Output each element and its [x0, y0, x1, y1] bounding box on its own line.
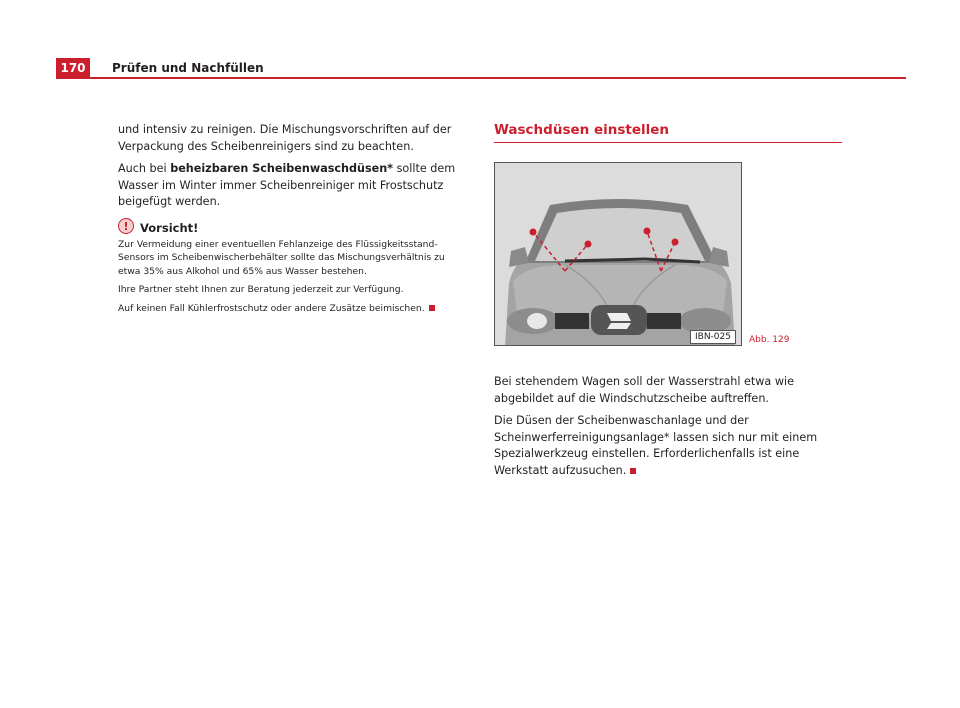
- caution-title: Vorsicht!: [140, 220, 199, 235]
- page-number: 170: [56, 58, 90, 78]
- left-column: [118, 122, 468, 320]
- caution-heading: [118, 221, 468, 235]
- car-illustration: [494, 162, 742, 346]
- figure-code: IBN-025: [690, 330, 736, 344]
- car-front-svg: [495, 163, 742, 346]
- para-prefix: Auch bei: [118, 162, 171, 175]
- end-marker-icon: [429, 305, 435, 311]
- paragraph-adjustment-wrap: [494, 413, 842, 479]
- right-column-heading: [494, 122, 842, 143]
- page-title: Prüfen und Nachfüllen: [112, 61, 264, 75]
- caution-text-2: Ihre Partner steht Ihnen zur Beratung jederzeit zur Verfügung.: [118, 284, 404, 296]
- paragraph-heated-nozzles: [118, 161, 468, 211]
- figure-caption: Abb. 129: [749, 335, 790, 345]
- page-header: [0, 0, 960, 80]
- heated-nozzles-term: beheizbaren Scheibenwaschdüsen*: [170, 162, 394, 175]
- caution-text-3-wrap: [118, 302, 468, 316]
- paragraph-adjustment: Die Düsen der Scheibenwaschanlage und der Scheinwerferreinigungsanlage* lassen sich nur mit einem Spezialwerkzeug einstellen. Erforderlichenfalls ist eine Werkstatt aufzusuchen.: [494, 414, 818, 477]
- end-marker-icon: [630, 468, 636, 474]
- caution-text-1: Zur Vermeidung einer eventuellen Fehlanzeige des Flüssigkeitsstand-Sensors im Scheibenwischerbehälter sollte das Mischungsverhältnis zu etwa 35% aus Alkohol und 65% aus Wasser bestehen.: [118, 238, 445, 277]
- paragraph-spray-target: Bei stehendem Wagen soll der Wasserstrahl etwa wie abgebildet auf die Windschutzscheibe auftreffen.: [494, 375, 794, 405]
- caution-text-3: Auf keinen Fall Kühlerfrostschutz oder andere Zusätze beimischen.: [118, 302, 425, 314]
- paragraph-cleaning: und intensiv zu reinigen. Die Mischungsvorschriften auf der Verpackung des Scheibenreinigers sind zu beachten.: [118, 123, 452, 153]
- warning-icon: !: [118, 218, 134, 234]
- header-divider: [56, 77, 906, 79]
- section-title: Waschdüsen einstellen: [494, 122, 842, 143]
- para-suffix: sollte dem Wasser im Winter immer Scheibenreiniger mit Frostschutz beigefügt werden.: [118, 162, 456, 208]
- right-column-text: [494, 374, 842, 485]
